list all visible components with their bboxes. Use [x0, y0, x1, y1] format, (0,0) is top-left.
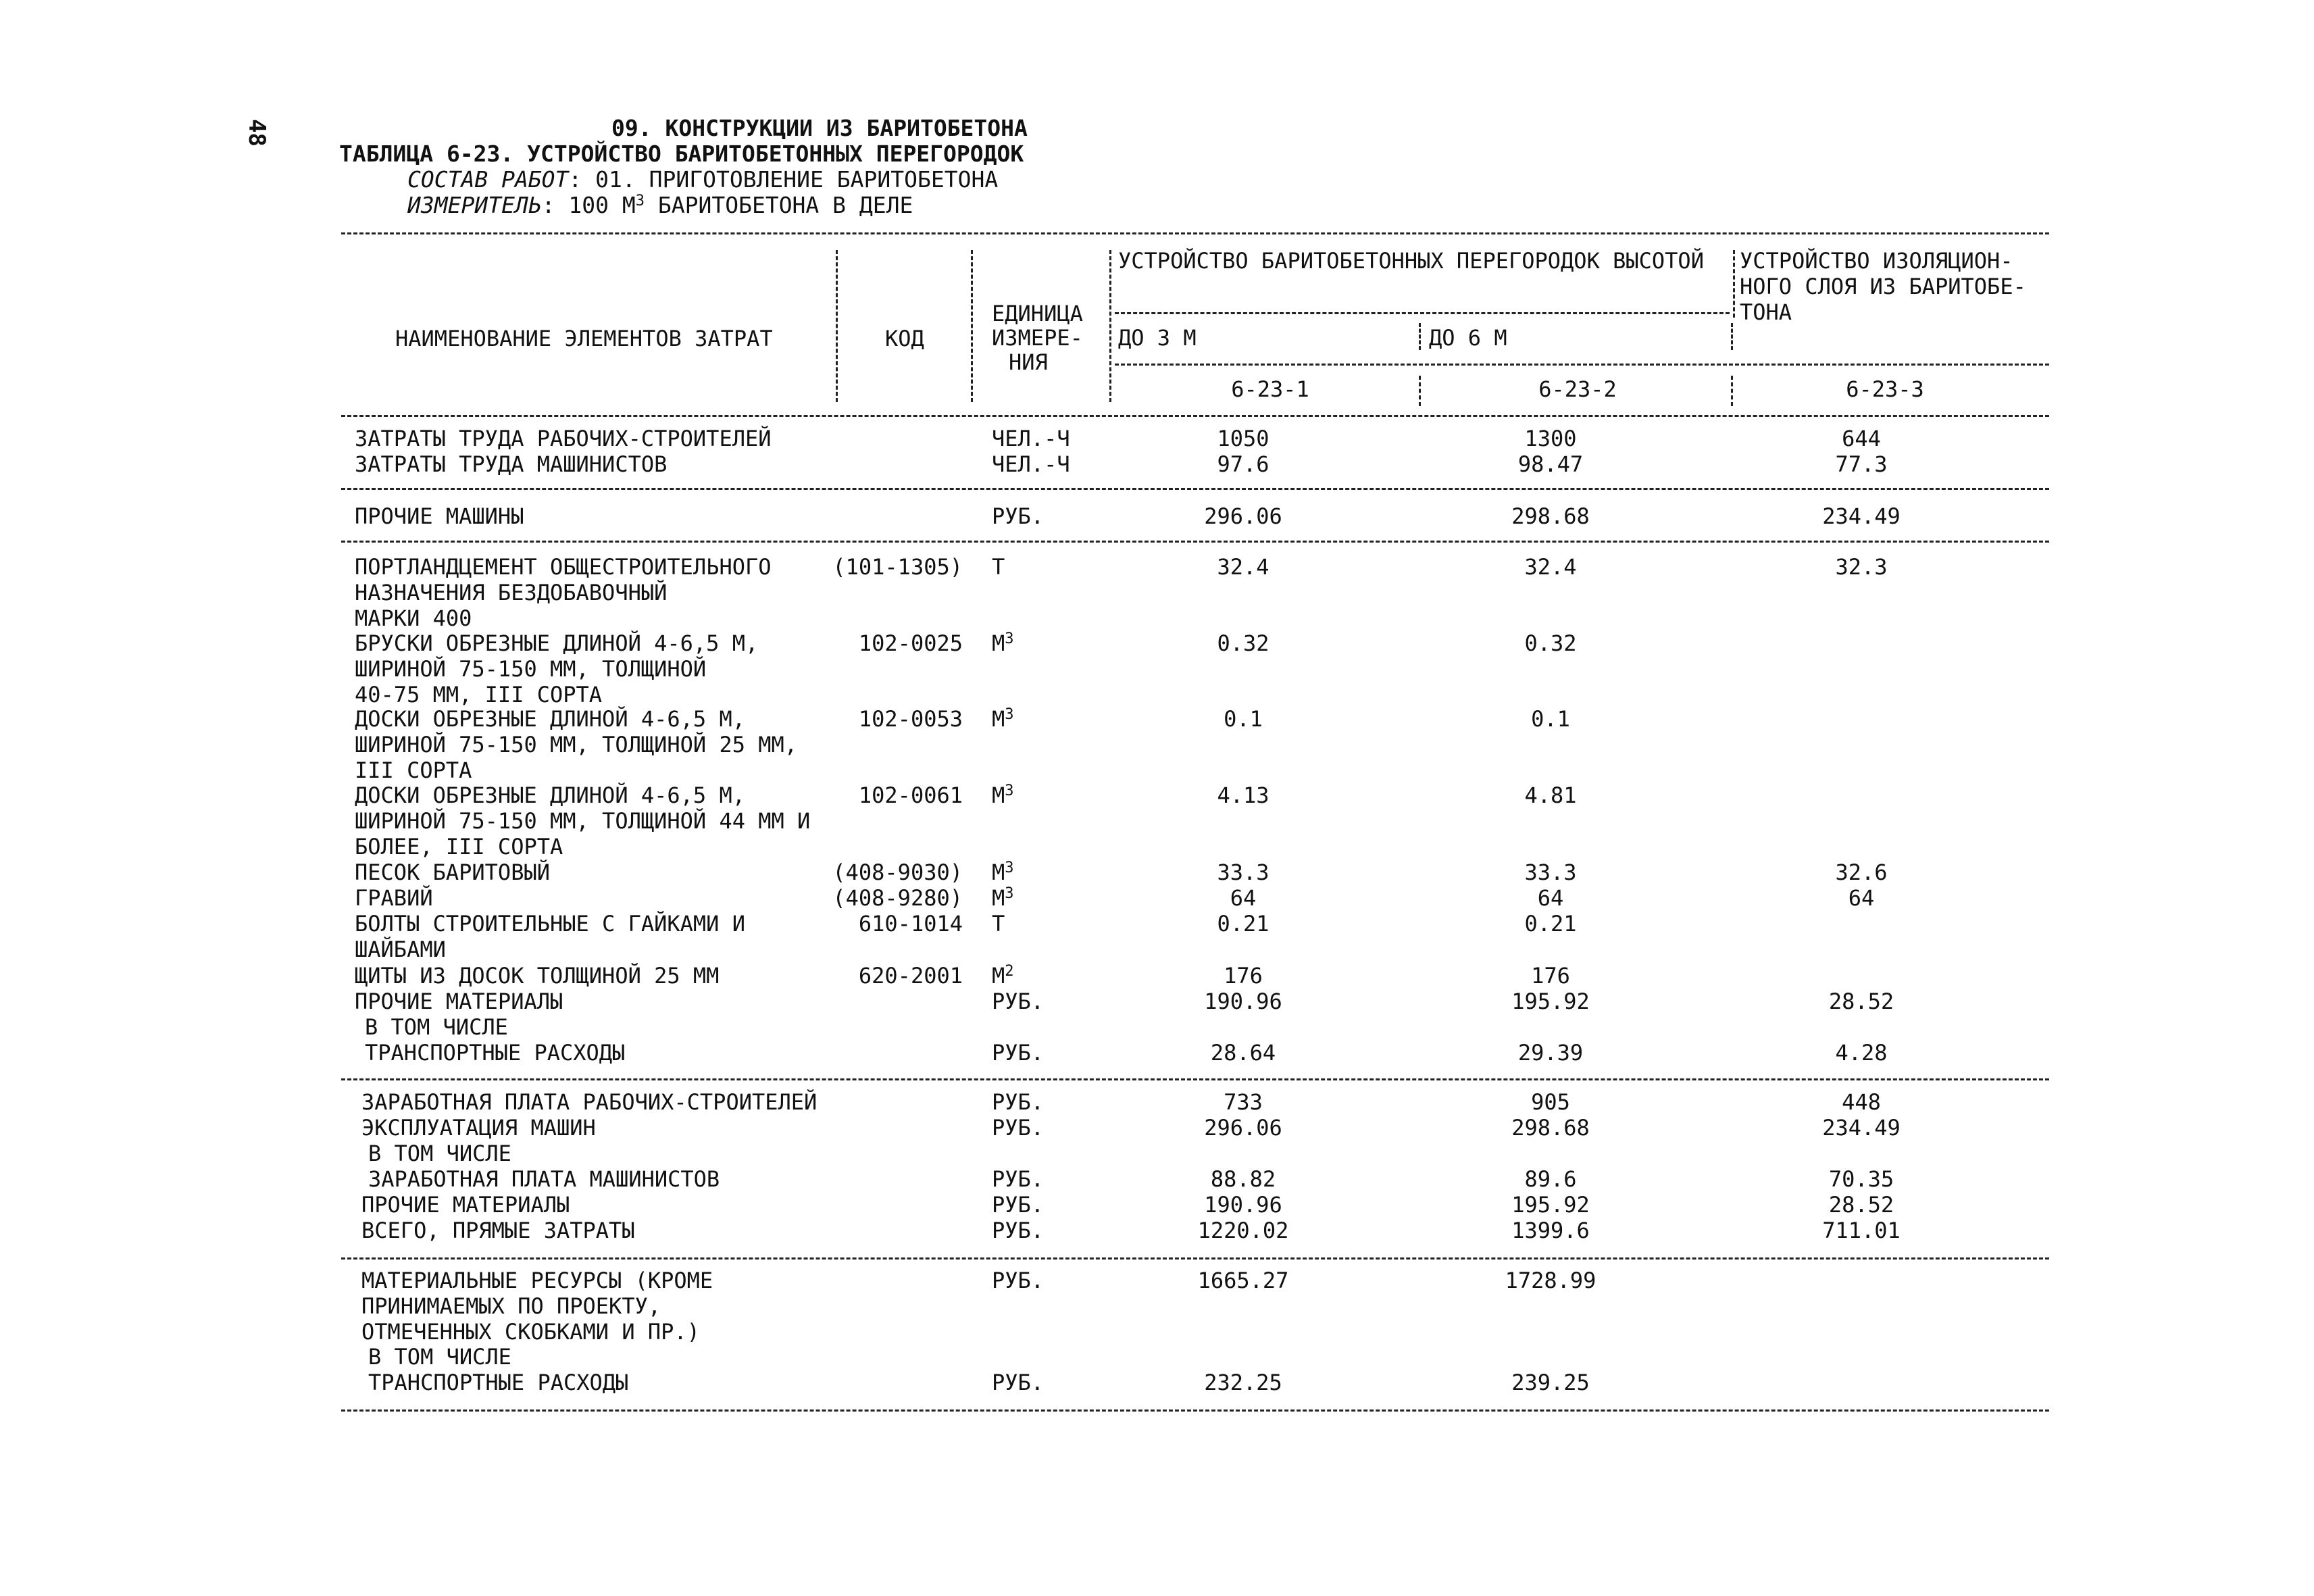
- col-head-sub2: ДО 6 М: [1429, 325, 1507, 351]
- row-name: МАРКИ 400: [355, 605, 472, 631]
- row-code: 610-1014: [858, 911, 963, 937]
- vrule-code-split-2: [1731, 376, 1733, 406]
- row-unit: [992, 451, 1070, 477]
- row-value-col2: 0.21: [1524, 911, 1577, 937]
- row-unit-text: РУБ.: [992, 1115, 1045, 1141]
- row-value-col1: 190.96: [1204, 1192, 1282, 1218]
- row-unit: [992, 706, 1014, 732]
- row-name: ШИРИНОЙ 75-150 ММ, ТОЛЩИНОЙ 25 ММ,: [355, 732, 798, 757]
- col-head-group2-2: НОГО СЛОЯ ИЗ БАРИТОБЕ-: [1740, 274, 2026, 299]
- row-unit: [992, 630, 1014, 656]
- row-value-col2: 1399.6: [1511, 1218, 1590, 1243]
- row-name: ЗАТРАТЫ ТРУДА РАБОЧИХ-СТРОИТЕЛЕЙ: [355, 426, 772, 451]
- row-value-col2: 1300: [1524, 426, 1577, 451]
- rule-header-bottom: [341, 415, 2049, 417]
- row-unit: [992, 885, 1014, 911]
- row-value-col3: 711.01: [1822, 1218, 1901, 1243]
- row-unit: [992, 1218, 1044, 1243]
- row-name: ОТМЕЧЕННЫХ СКОБКАМИ И ПР.): [361, 1319, 700, 1345]
- rule-section-2: [341, 541, 2049, 543]
- row-name: ШИРИНОЙ 75-150 ММ, ТОЛЩИНОЙ 44 ММ И: [355, 808, 811, 834]
- row-value-col1: 28.64: [1210, 1040, 1276, 1066]
- row-name: ПЕСОК БАРИТОВЫЙ: [355, 859, 550, 885]
- row-name: ЩИТЫ ИЗ ДОСОК ТОЛЩИНОЙ 25 ММ: [355, 963, 720, 989]
- row-unit-text: РУБ.: [992, 1268, 1045, 1293]
- work-composition: [407, 168, 998, 192]
- row-code: 102-0053: [858, 706, 963, 732]
- row-name: БРУСКИ ОБРЕЗНЫЕ ДЛИНОЙ 4-6,5 М,: [355, 630, 759, 656]
- row-value-col1: 1665.27: [1197, 1268, 1289, 1293]
- row-code: (101-1305): [832, 554, 963, 580]
- row-name: НАЗНАЧЕНИЯ БЕЗДОБАВОЧНЫЙ: [355, 580, 668, 605]
- row-value-col2: 1728.99: [1505, 1268, 1596, 1293]
- row-value-col3: 28.52: [1828, 1192, 1894, 1218]
- row-value-col3: 644: [1842, 426, 1881, 451]
- unit-of-measure-text-b: БАРИТОБЕТОНА В ДЕЛЕ: [645, 192, 913, 218]
- row-unit-text: РУБ.: [992, 1370, 1045, 1395]
- row-value-col1: 733: [1224, 1089, 1263, 1115]
- vrule-group-split: [1733, 250, 1735, 318]
- work-composition-label: СОСТАВ РАБОТ: [407, 166, 569, 193]
- vrule-code-unit: [971, 250, 973, 402]
- row-value-col1: 1220.02: [1197, 1218, 1289, 1243]
- row-unit-sup: 2: [1005, 963, 1014, 980]
- row-unit-text: М: [992, 859, 1005, 885]
- col-head-code-1: 6-23-1: [1231, 376, 1309, 402]
- row-value-col3: 77.3: [1835, 451, 1888, 477]
- row-unit: [992, 1166, 1044, 1192]
- row-unit: [992, 1192, 1044, 1218]
- row-unit-text: М: [992, 885, 1005, 911]
- col-head-group2-3: ТОНА: [1740, 299, 1792, 325]
- rule-bottom: [341, 1410, 2049, 1412]
- row-unit-sup: 3: [1005, 782, 1014, 799]
- row-name: БОЛТЫ СТРОИТЕЛЬНЫЕ С ГАЙКАМИ И: [355, 911, 745, 937]
- rule-section-1: [341, 488, 2049, 490]
- row-code: 102-0025: [858, 630, 963, 656]
- row-code: (408-9280): [832, 885, 963, 911]
- col-head-group2-1: УСТРОЙСТВО ИЗОЛЯЦИОН-: [1740, 248, 2013, 274]
- row-value-col2: 239.25: [1511, 1370, 1590, 1395]
- row-value-col1: 296.06: [1204, 503, 1282, 529]
- row-value-col1: 296.06: [1204, 1115, 1282, 1141]
- vrule-code-split-1: [1419, 376, 1421, 406]
- vrule-unit-values: [1109, 250, 1111, 402]
- row-unit-text: РУБ.: [992, 1089, 1045, 1115]
- rule-section-3: [341, 1078, 2049, 1080]
- row-value-col3: 32.6: [1835, 859, 1888, 885]
- rule-top: [341, 232, 2049, 234]
- row-value-col1: 4.13: [1217, 782, 1269, 808]
- row-name: ЗАРАБОТНАЯ ПЛАТА МАШИНИСТОВ: [368, 1166, 720, 1192]
- vrule-name-code: [836, 250, 838, 402]
- row-unit-text: РУБ.: [992, 1218, 1045, 1243]
- row-unit-text: М: [992, 782, 1005, 808]
- row-unit-text: Т: [992, 554, 1005, 580]
- row-unit: [992, 1089, 1044, 1115]
- row-name: ПРОЧИЕ МАШИНЫ: [355, 503, 524, 529]
- row-unit: [992, 911, 1005, 937]
- row-value-col2: 89.6: [1524, 1166, 1577, 1192]
- row-name: ПОРТЛАНДЦЕМЕНТ ОБЩЕСТРОИТЕЛЬНОГО: [355, 554, 772, 580]
- row-value-col2: 195.92: [1511, 989, 1590, 1014]
- col-head-name: НАИМЕНОВАНИЕ ЭЛЕМЕНТОВ ЗАТРАТ: [395, 326, 773, 351]
- row-value-col2: 64: [1537, 885, 1564, 911]
- row-value-col1: 190.96: [1204, 989, 1282, 1014]
- col-head-unit-3: НИЯ: [1009, 349, 1048, 375]
- row-value-col2: 195.92: [1511, 1192, 1590, 1218]
- unit-of-measure-label: ИЗМЕРИТЕЛЬ: [407, 192, 542, 218]
- row-value-col3: 234.49: [1822, 503, 1901, 529]
- row-unit-sup: 3: [1005, 859, 1014, 876]
- row-name: ЗАРАБОТНАЯ ПЛАТА РАБОЧИХ-СТРОИТЕЛЕЙ: [361, 1089, 818, 1115]
- row-unit: [992, 503, 1044, 529]
- row-unit: [992, 859, 1014, 885]
- row-unit-sup: 3: [1005, 630, 1014, 647]
- row-name: В ТОМ ЧИСЛЕ: [368, 1141, 511, 1166]
- rule-section-4: [341, 1257, 2049, 1260]
- row-unit-sup: 3: [1005, 885, 1014, 902]
- row-value-col1: 1050: [1217, 426, 1269, 451]
- row-value-col2: 176: [1531, 963, 1570, 989]
- row-unit-sup: 3: [1005, 706, 1014, 723]
- row-value-col1: 232.25: [1204, 1370, 1282, 1395]
- row-name: ПРИНИМАЕМЫХ ПО ПРОЕКТУ,: [361, 1293, 661, 1319]
- unit-of-measure-sup: 3: [635, 193, 645, 209]
- col-head-code-3: 6-23-3: [1846, 376, 1924, 402]
- row-value-col1: 176: [1224, 963, 1263, 989]
- row-value-col1: 97.6: [1217, 451, 1269, 477]
- row-name: ШИРИНОЙ 75-150 ММ, ТОЛЩИНОЙ: [355, 656, 707, 682]
- row-value-col2: 905: [1531, 1089, 1570, 1115]
- row-unit-text: РУБ.: [992, 1192, 1045, 1218]
- row-unit-text: РУБ.: [992, 989, 1045, 1014]
- row-value-col1: 33.3: [1217, 859, 1269, 885]
- row-name: БОЛЕЕ, III СОРТА: [355, 834, 563, 859]
- vrule-sub-split: [1419, 323, 1421, 350]
- row-value-col2: 0.32: [1524, 630, 1577, 656]
- col-head-code-2: 6-23-2: [1538, 376, 1617, 402]
- row-name: ДОСКИ ОБРЕЗНЫЕ ДЛИНОЙ 4-6,5 М,: [355, 706, 745, 732]
- vrule-sub-split-2: [1731, 323, 1733, 350]
- col-head-group1: УСТРОЙСТВО БАРИТОБЕТОННЫХ ПЕРЕГОРОДОК ВЫСОТОЙ: [1118, 248, 1704, 274]
- row-value-col1: 64: [1230, 885, 1257, 911]
- row-value-col3: 234.49: [1822, 1115, 1901, 1141]
- row-name: ШАЙБАМИ: [355, 937, 446, 962]
- row-value-col2: 4.81: [1524, 782, 1577, 808]
- row-name: ТРАНСПОРТНЫЕ РАСХОДЫ: [365, 1040, 626, 1066]
- row-unit: [992, 963, 1014, 989]
- row-name: ЭКСПЛУАТАЦИЯ МАШИН: [361, 1115, 596, 1141]
- col-head-unit-1: ЕДИНИЦА: [992, 301, 1083, 326]
- row-unit-text: М: [992, 630, 1005, 656]
- work-composition-text: : 01. ПРИГОТОВЛЕНИЕ БАРИТОБЕТОНА: [568, 166, 999, 193]
- row-unit: [992, 1040, 1044, 1066]
- row-value-col1: 0.1: [1224, 706, 1263, 732]
- row-value-col2: 0.1: [1531, 706, 1570, 732]
- row-unit: [992, 1115, 1044, 1141]
- row-unit: [992, 989, 1044, 1014]
- row-value-col2: 33.3: [1524, 859, 1577, 885]
- row-value-col1: 88.82: [1210, 1166, 1276, 1192]
- row-unit-text: ЧЕЛ.-Ч: [992, 451, 1070, 477]
- col-head-unit-2: ИЗМЕРЕ-: [992, 325, 1083, 351]
- rule-subheads-under: [1115, 364, 2049, 366]
- row-code: 102-0061: [858, 782, 963, 808]
- row-value-col2: 298.68: [1511, 1115, 1590, 1141]
- row-code: 620-2001: [858, 963, 963, 989]
- row-value-col3: 70.35: [1828, 1166, 1894, 1192]
- col-head-sub1: ДО 3 М: [1118, 325, 1197, 351]
- row-unit-text: РУБ.: [992, 1166, 1045, 1192]
- row-name: ПРОЧИЕ МАТЕРИАЛЫ: [361, 1192, 570, 1218]
- row-value-col3: 4.28: [1835, 1040, 1888, 1066]
- row-value-col2: 98.47: [1517, 451, 1584, 477]
- row-code: (408-9030): [832, 859, 963, 885]
- row-value-col2: 29.39: [1517, 1040, 1584, 1066]
- rule-group1-under: [1115, 312, 1730, 314]
- row-unit: [992, 1268, 1044, 1293]
- row-unit-text: РУБ.: [992, 1040, 1045, 1066]
- row-unit: [992, 782, 1014, 808]
- row-value-col1: 0.21: [1217, 911, 1269, 937]
- row-name: В ТОМ ЧИСЛЕ: [368, 1344, 511, 1370]
- table-title: ТАБЛИЦА 6-23. УСТРОЙСТВО БАРИТОБЕТОННЫХ ПЕРЕГОРОДОК: [339, 141, 1024, 167]
- section-title: 09. КОНСТРУКЦИИ ИЗ БАРИТОБЕТОНА: [611, 115, 1028, 141]
- row-name: ТРАНСПОРТНЫЕ РАСХОДЫ: [368, 1370, 629, 1395]
- row-unit: [992, 1370, 1044, 1395]
- row-name: ПРОЧИЕ МАТЕРИАЛЫ: [355, 989, 563, 1014]
- row-unit-text: Т: [992, 911, 1005, 937]
- row-value-col1: 32.4: [1217, 554, 1269, 580]
- row-name: 40-75 ММ, III СОРТА: [355, 682, 603, 707]
- row-value-col3: 64: [1848, 885, 1875, 911]
- page-number: 48: [243, 119, 270, 147]
- row-value-col3: 448: [1842, 1089, 1881, 1115]
- row-unit-text: М: [992, 706, 1005, 732]
- unit-of-measure: [407, 193, 913, 218]
- row-name: МАТЕРИАЛЬНЫЕ РЕСУРСЫ (КРОМЕ: [361, 1268, 713, 1293]
- row-unit-text: РУБ.: [992, 503, 1045, 529]
- row-unit: [992, 554, 1005, 580]
- row-unit-text: М: [992, 963, 1005, 989]
- row-value-col2: 298.68: [1511, 503, 1590, 529]
- row-value-col2: 32.4: [1524, 554, 1577, 580]
- col-head-code: КОД: [885, 326, 924, 351]
- row-name: ЗАТРАТЫ ТРУДА МАШИНИСТОВ: [355, 451, 668, 477]
- unit-of-measure-text-a: : 100 М: [541, 192, 636, 218]
- row-value-col3: 28.52: [1828, 989, 1894, 1014]
- row-name: III СОРТА: [355, 757, 472, 783]
- row-name: ГРАВИЙ: [355, 885, 433, 911]
- row-name: В ТОМ ЧИСЛЕ: [365, 1014, 508, 1040]
- row-value-col1: 0.32: [1217, 630, 1269, 656]
- row-name: ВСЕГО, ПРЯМЫЕ ЗАТРАТЫ: [361, 1218, 635, 1243]
- row-name: ДОСКИ ОБРЕЗНЫЕ ДЛИНОЙ 4-6,5 М,: [355, 782, 745, 808]
- row-unit: [992, 426, 1070, 451]
- row-value-col3: 32.3: [1835, 554, 1888, 580]
- row-unit-text: ЧЕЛ.-Ч: [992, 426, 1070, 451]
